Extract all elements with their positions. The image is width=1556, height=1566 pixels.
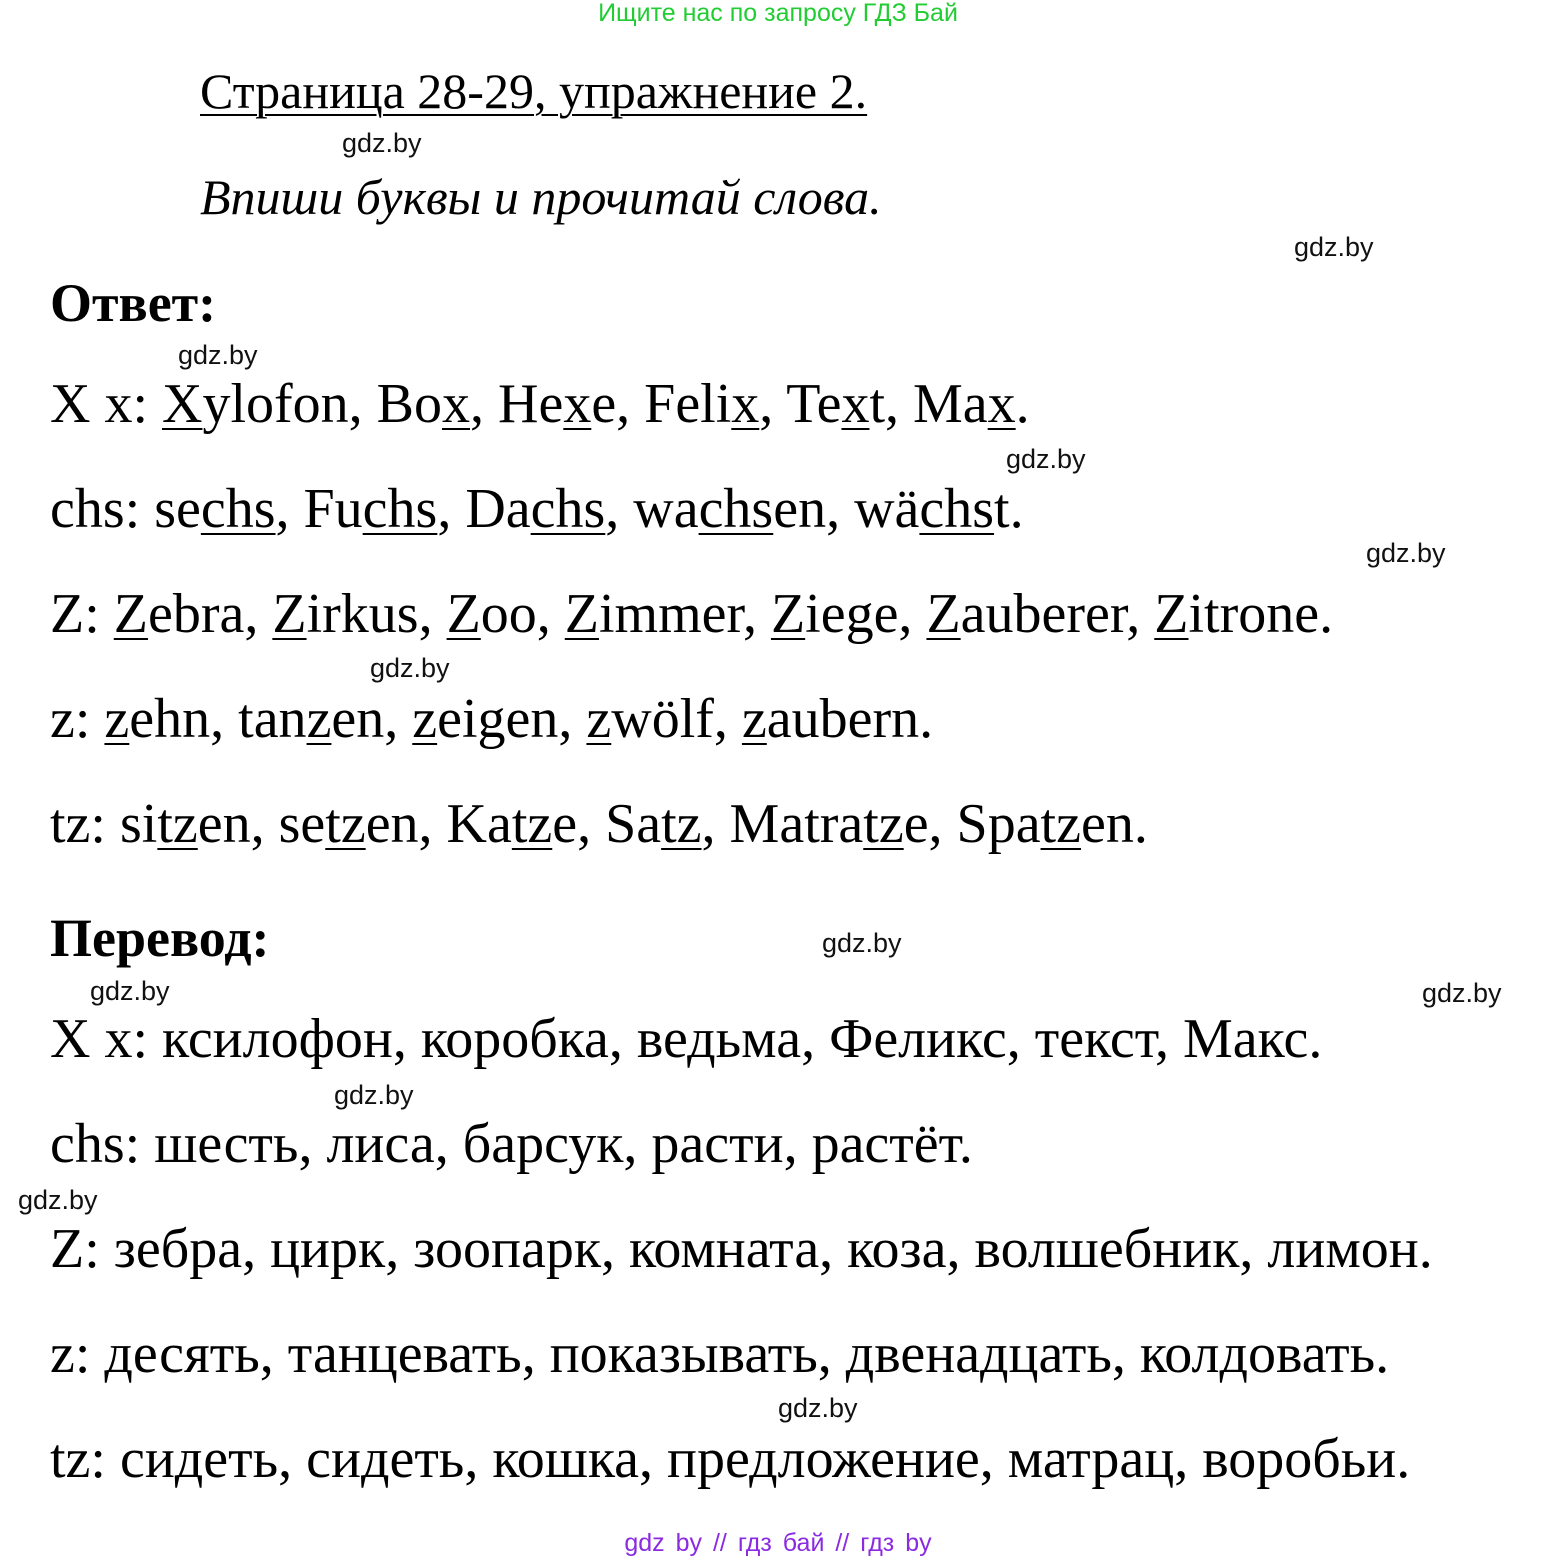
top-note: Ищите нас по запросу ГДЗ Бай — [598, 0, 958, 27]
inserted-letters: chs — [530, 478, 606, 540]
text-segment: , Da — [437, 478, 531, 540]
inserted-letters: x — [731, 373, 760, 435]
inserted-letters: z — [741, 688, 767, 750]
inserted-letters: z — [586, 688, 612, 750]
inserted-letters: chs — [200, 478, 276, 540]
text-segment: en. — [1080, 793, 1148, 855]
text-segment: ehn, tan — [129, 688, 307, 750]
text-segment: en, wä — [773, 478, 920, 540]
translation-line: chs: шесть, лиса, барсук, расти, растёт. — [50, 1113, 973, 1175]
watermark: gdz.by — [178, 340, 258, 370]
text-segment: itrone. — [1188, 583, 1334, 645]
watermark: gdz.by — [822, 928, 902, 958]
text-segment: en, Ka — [365, 793, 512, 855]
inserted-letters: Z — [446, 583, 481, 645]
watermark: gdz.by — [1422, 978, 1502, 1008]
translation-line: z: десять, танцевать, показывать, двенадцать, колдовать. — [50, 1323, 1390, 1385]
inserted-letters: tz — [661, 793, 702, 855]
inserted-letters: x — [987, 373, 1016, 435]
answer-line — [50, 793, 1148, 855]
inserted-letters: tz — [157, 793, 198, 855]
text-segment: wölf, — [611, 688, 742, 750]
inserted-letters: tz — [325, 793, 366, 855]
inserted-letters: tz — [1040, 793, 1081, 855]
text-segment: , He — [470, 373, 564, 435]
inserted-letters: z — [306, 688, 332, 750]
watermark: gdz.by — [1366, 538, 1446, 568]
inserted-letters: chs — [698, 478, 774, 540]
text-segment: auberer, — [960, 583, 1155, 645]
translation-line: X x: ксилофон, коробка, ведьма, Феликс, текст, Макс. — [50, 1008, 1323, 1070]
text-segment: immer, — [599, 583, 771, 645]
answer-line — [50, 583, 1334, 645]
inserted-letters: z — [412, 688, 438, 750]
watermark: gdz.by — [1294, 232, 1374, 262]
page-title: Страница 28-29, упражнение 2. — [200, 63, 868, 119]
inserted-letters: x — [563, 373, 592, 435]
text-segment: t. — [994, 478, 1024, 540]
inserted-letters: z — [104, 688, 130, 750]
inserted-letters: Z — [770, 583, 806, 645]
translation-line: Z: зебра, цирк, зоопарк, комната, коза, волшебник, лимон. — [50, 1218, 1433, 1280]
text-segment: e, Spa — [903, 793, 1041, 855]
text-segment: Z: — [50, 583, 114, 645]
watermark: gdz.by — [334, 1080, 414, 1110]
text-segment: aubern. — [766, 688, 934, 750]
text-segment: en, se — [197, 793, 326, 855]
answer-line — [50, 688, 934, 750]
answer-line — [50, 373, 1030, 435]
text-segment: irkus, — [306, 583, 447, 645]
text-segment: eigen, — [437, 688, 587, 750]
inserted-letters: X — [162, 373, 203, 435]
text-segment: e, Feli — [591, 373, 732, 435]
watermark: gdz.by — [342, 128, 422, 158]
inserted-letters: x — [841, 373, 870, 435]
inserted-letters: Z — [272, 583, 307, 645]
inserted-letters: Z — [564, 583, 599, 645]
instruction: Впиши буквы и прочитай слова. — [200, 169, 882, 225]
footer: gdz by // гдз бай // гдз by — [624, 1529, 932, 1557]
text-segment: en, — [331, 688, 413, 750]
text-segment: e, Sa — [552, 793, 662, 855]
inserted-letters: tz — [511, 793, 553, 855]
watermark: gdz.by — [1006, 444, 1086, 474]
inserted-letters: Z — [113, 583, 148, 645]
translation-heading: Перевод: — [50, 908, 270, 968]
text-segment: tz: si — [50, 793, 158, 855]
inserted-letters: tz — [863, 793, 904, 855]
text-segment: , wa — [605, 478, 699, 540]
inserted-letters: Z — [1154, 583, 1189, 645]
watermark: gdz.by — [90, 976, 170, 1006]
text-segment: z: — [50, 688, 105, 750]
text-segment: X x: — [50, 373, 162, 435]
inserted-letters: chs — [919, 478, 995, 540]
text-segment: , Matra — [701, 793, 864, 855]
inserted-letters: Z — [926, 583, 961, 645]
translation-line: tz: сидеть, сидеть, кошка, предложение, матрац, воробьи. — [50, 1428, 1411, 1490]
watermark: gdz.by — [18, 1185, 98, 1215]
text-segment: t, Ma — [869, 373, 988, 435]
text-segment: . — [1015, 373, 1030, 435]
answer-heading: Ответ: — [50, 273, 217, 333]
text-segment: ebra, — [147, 583, 273, 645]
inserted-letters: x — [442, 373, 471, 435]
answer-line — [50, 478, 1024, 540]
watermark: gdz.by — [370, 653, 450, 683]
text-segment: chs: se — [50, 478, 201, 540]
text-segment: ylofon, Bo — [202, 373, 443, 435]
text-segment: oo, — [480, 583, 565, 645]
inserted-letters: chs — [362, 478, 438, 540]
text-segment: , Fu — [275, 478, 363, 540]
text-segment: , Te — [759, 373, 842, 435]
text-segment: iege, — [805, 583, 927, 645]
watermark: gdz.by — [778, 1393, 858, 1423]
